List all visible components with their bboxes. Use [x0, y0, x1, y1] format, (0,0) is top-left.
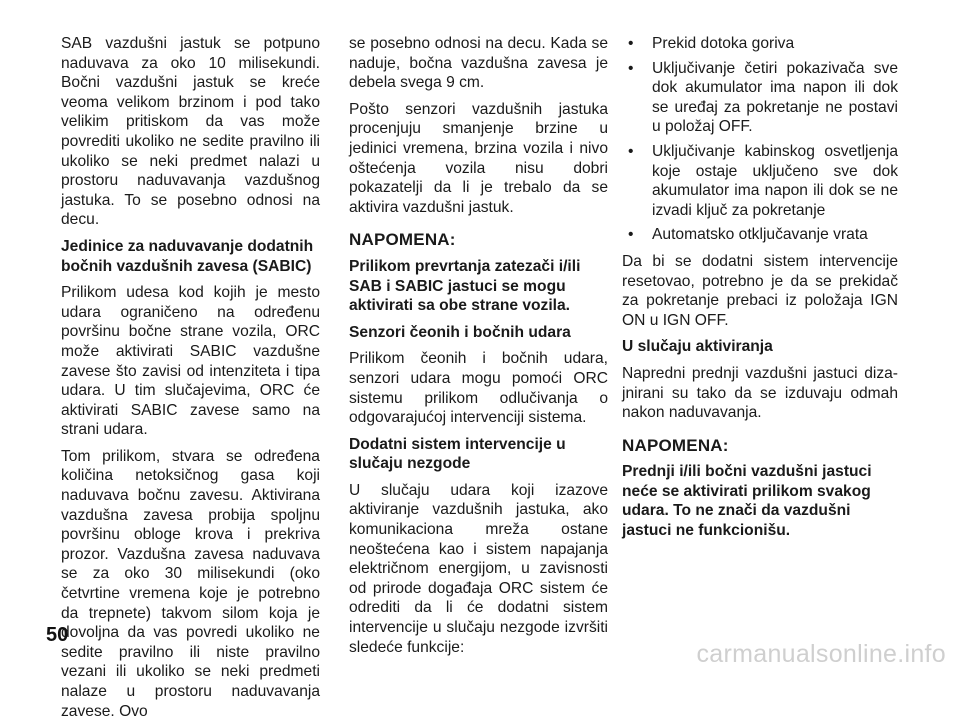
section-heading-intervention: Dodatni sistem intervencije u slučaju nezgode [349, 435, 566, 473]
paragraph: SAB vazdušni jastuk se potpuno naduvava za oko 10 milisekundi. Bočni vazdušni jastuk se kreće veoma velikom brzinom i pod tako velikim pritiskom da vas može povrediti ukoliko ne sedite pravilno ili ukoliko se neki predmet nalazi u prostoru naduvavanja vazdušnog jastuka. To se posebno odnosi na decu. [61, 35, 320, 229]
function-list [622, 34, 898, 245]
note-title: NAPOMENA: [622, 435, 729, 455]
paragraph: se posebno odnosi na decu. Kada se naduje, bočna vazdušna zavesa je debela svega 9 cm. [349, 35, 608, 92]
middle-column [349, 34, 608, 664]
right-column [622, 34, 898, 548]
list-item: • Prekid dotoka goriva [622, 34, 898, 54]
section-heading-sensors: Senzori čeonih i bočnih udara [349, 323, 571, 341]
paragraph: Prilikom udesa kod kojih je mesto udara ograničeno na određenu površinu bočne strane vozila, ORC može aktivirati SABIC vazdušne zavese što zavisi od intenziteta i tipa udara. U tim slučajevima, ORC će aktivirati SABIC zavese samo na strani udara. [61, 284, 320, 439]
paragraph: Napredni prednji vazdušni jastuci diza-jnirani su tako da se izduvaju odmah nakon naduvavanja. [622, 364, 898, 422]
left-column [61, 34, 320, 728]
list-item: • Automatsko otključavanje vrata [622, 225, 898, 245]
section-heading-sabic: Jedinice za naduvavanje dodatnih bočnih vazdušnih zavesa (SABIC) [61, 237, 314, 275]
paragraph: U slučaju udara koji izazove aktiviranje vazdušnih jastuka, ako komunikaciona mreža ostane neoštećena kao i sistem napajanja električnom energijom, u zavisnosti od prirode događaja ORC sistem će odrediti da li će dodatni sistem intervencije u slučaju nezgode izvršiti sledeće funkcije: [349, 481, 608, 656]
note-body: Prilikom prevrtanja zatezači i/ili SAB i SABIC jastuci se mogu aktivirati sa obe strane vozila. [349, 257, 581, 315]
paragraph: Da bi se dodatni sistem intervencije resetovao, potrebno je da se prekidač za pokretanje prebaci iz položaja IGN ON u IGN OFF. [622, 252, 898, 329]
paragraph: Prilikom čeonih i bočnih udara, senzori udara mogu pomoći ORC sistemu prilikom odlučivanja o odgovarajućoj intervenciji sistema. [349, 350, 608, 427]
section-heading-activation: U slučaju aktiviranja [622, 338, 773, 356]
paragraph: Tom prilikom, stvara se određena količina netoksičnog gasa koji naduvava bočnu zavesu. Aktivirana vazdušna zavesa probija spoljnu površinu obloge krova i prekriva prozor. Vazdušna zavesa naduvava se za oko 30 milisekundi (oko četvrtine vremena koje je potrebno da trepnete) takvom silom koja je dovoljna da vas povredi ukoliko ne sedite pravilno ili niste pravilno vezani ili ukoliko se neki predmeti nalaze u prostoru naduvavanja zavese. Ovo [61, 447, 320, 720]
page-number: 50 [46, 624, 69, 646]
list-item: • Uključivanje kabinskog osvetljenja koje ostaje uključeno sve dok akumulator ima napon ili dok se ne izvadi ključ za pokretanje [622, 142, 898, 220]
paragraph: Pošto senzori vazdušnih jastuka procenjuju smanjenje brzine u jedinici vremena, brzina vozila i nivo oštećenja vozila nisu dobri pokazatelji da li je trebalo da se aktivira vazdušni jastuk. [349, 100, 608, 216]
list-item: • Uključivanje četiri pokazivača sve dok akumulator ima napon ili dok se uređaj za pokretanje ne postavi u položaj OFF. [622, 59, 898, 137]
watermark: carmanualsonline.info [696, 640, 946, 668]
note-title: NAPOMENA: [349, 230, 456, 250]
note-body: Prednji i/ili bočni vazdušni jastuci neće se aktivirati prilikom svakog udara. To ne znači da vazdušni jastuci ne funkcionišu. [622, 463, 872, 540]
